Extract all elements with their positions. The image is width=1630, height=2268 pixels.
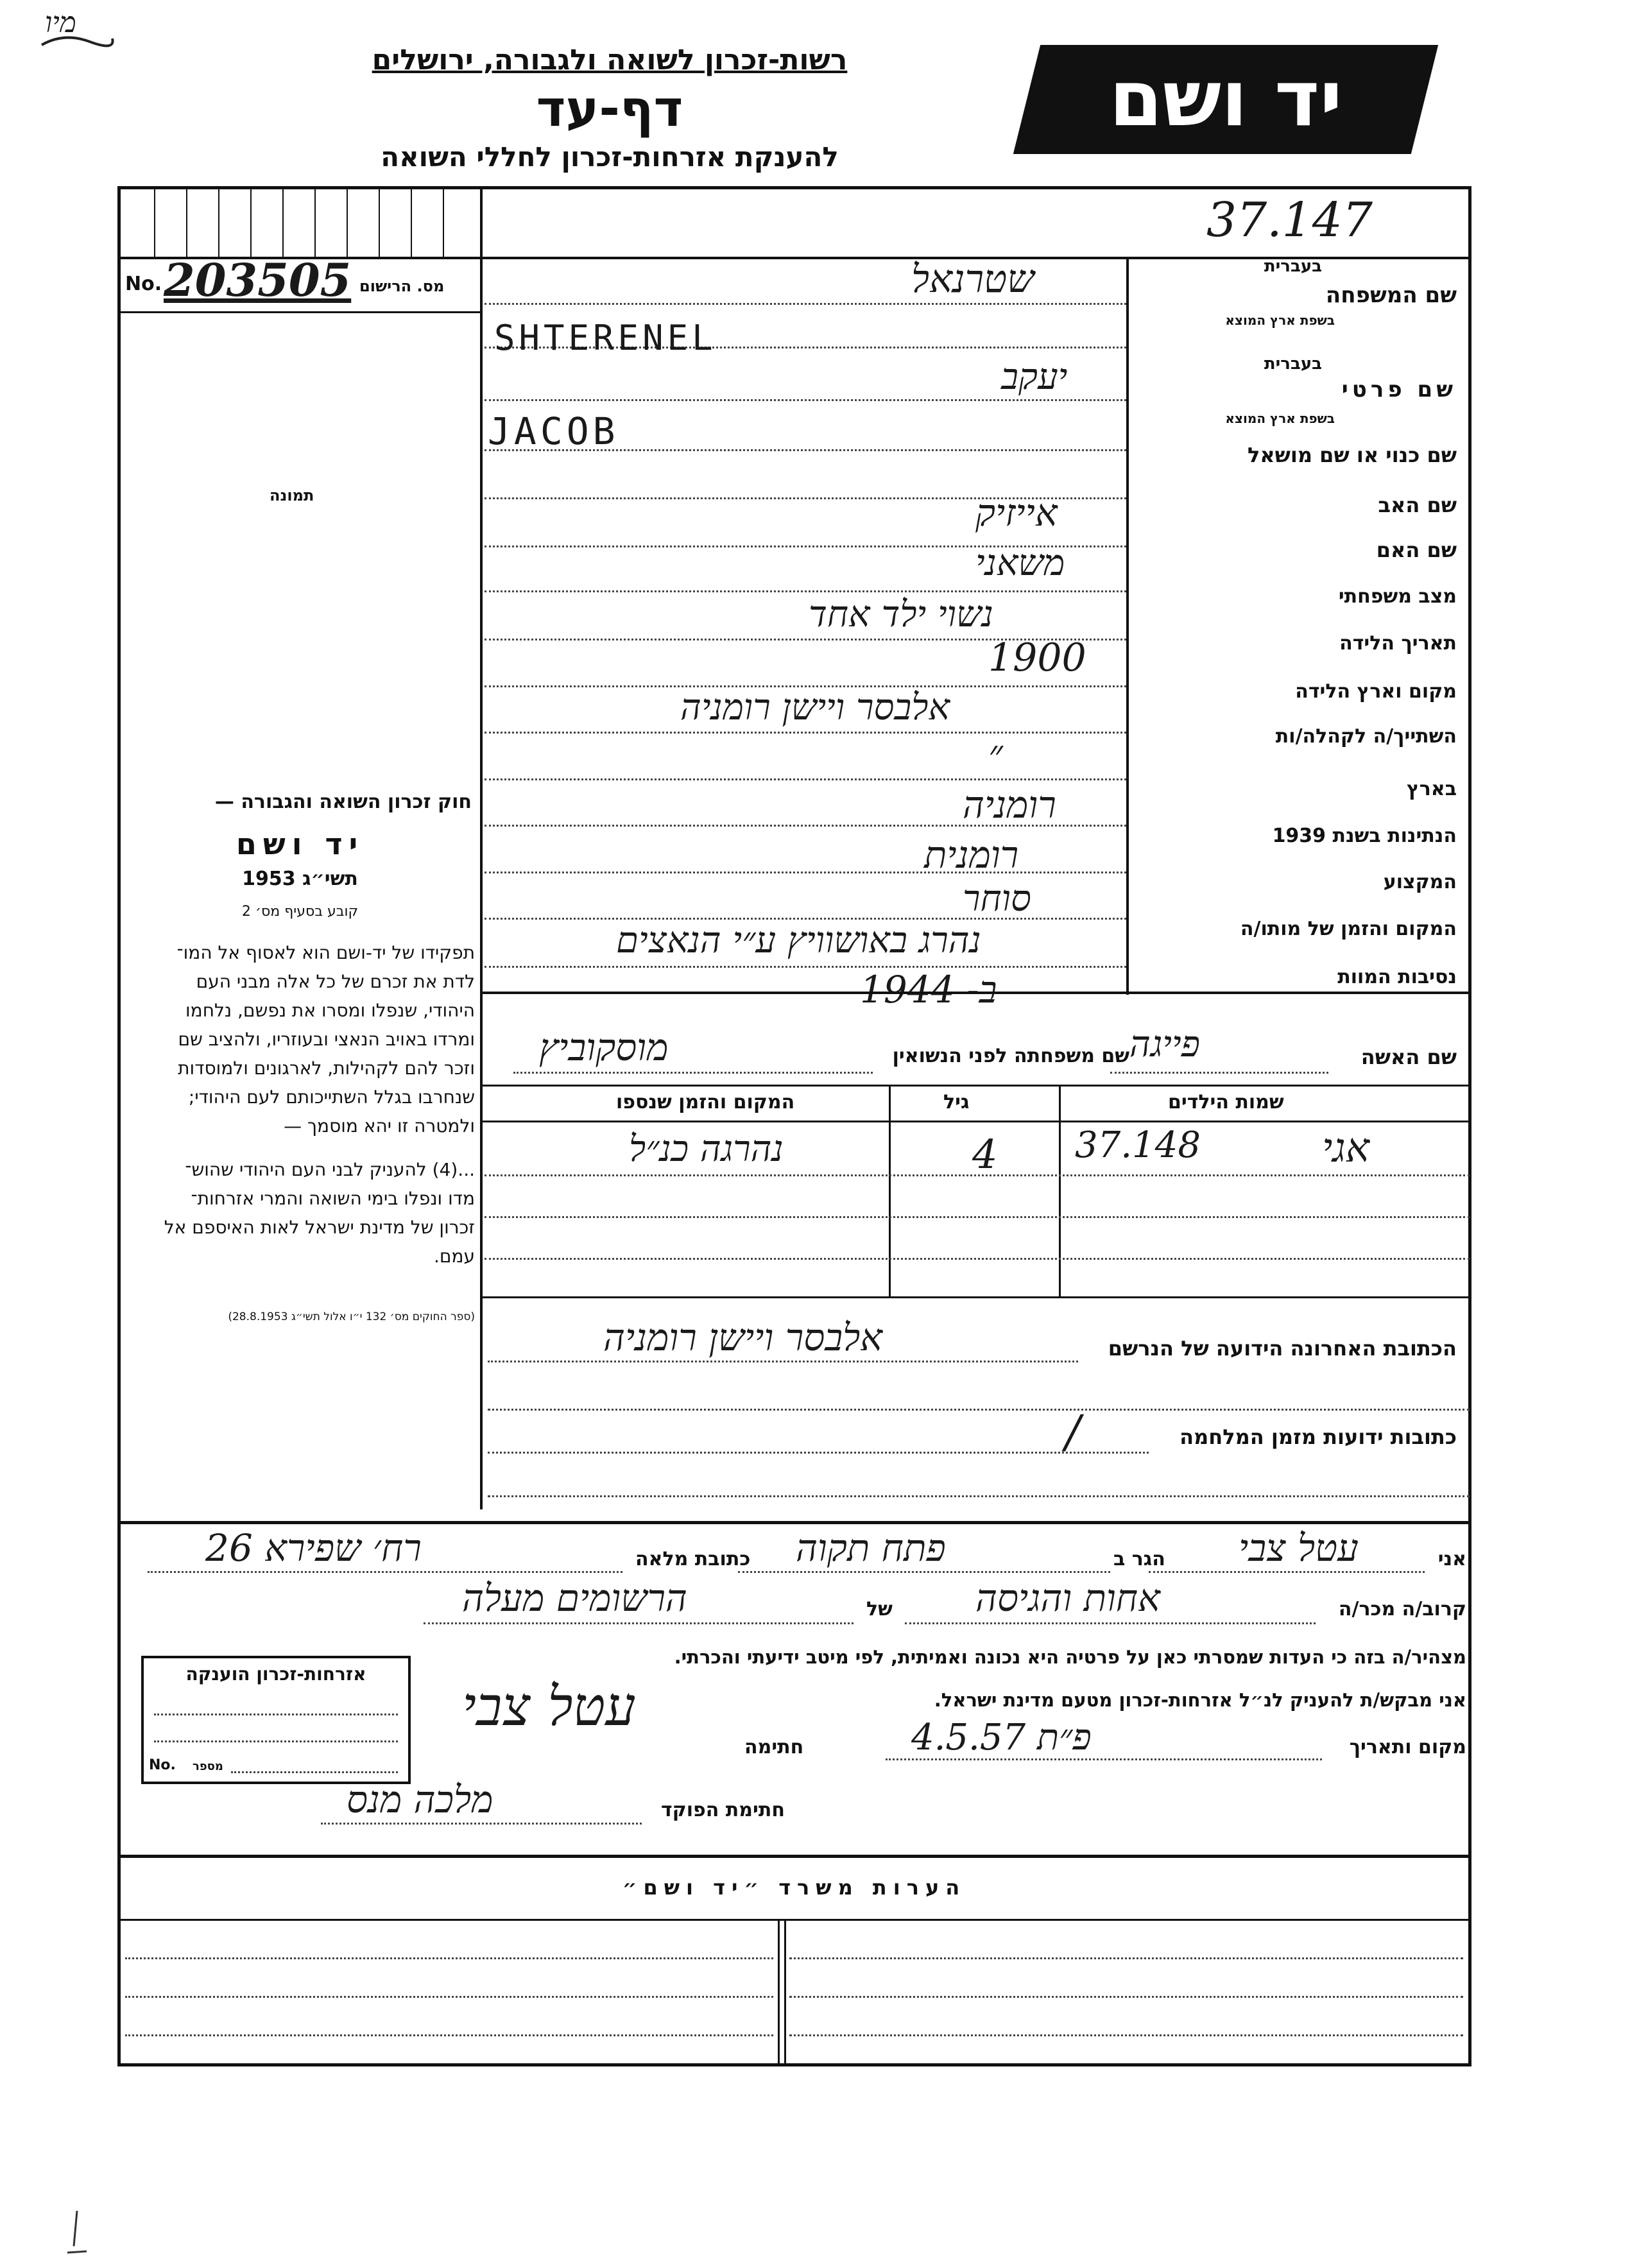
law-clause: קובע בסעיף מס׳ 2: [241, 904, 359, 920]
field-deathplace-label: המקום והזמן של מותו/ה: [1240, 918, 1457, 940]
remarks-divider: [778, 1919, 780, 2066]
marital-status: נשוי ילד אחד: [809, 594, 993, 635]
field-surname-sub1: בעברית: [1264, 257, 1322, 276]
place-date-value: פ״ת 4.5.57: [911, 1717, 1092, 1758]
relative-label: קרוב/ה מכר/ה: [1338, 1598, 1466, 1620]
declaration-text: מצהיר/ה בזה כי העדות שמסרתי כאן על פרטיה היא נכונה ואמיתית, לפי מיטב ידיעתי והכרתי.: [674, 1646, 1466, 1668]
law-heading: חוק זכרון השואה והגבורה —: [214, 791, 472, 813]
country: רומניה: [963, 783, 1056, 827]
field-marital-label: מצב משפחתי: [1338, 585, 1457, 608]
side-divider: [480, 187, 483, 1509]
law-footnote: (ספר החוקים מס׳ 132 י״ו אלול תשי״ג 28.8.1953): [228, 1310, 475, 1323]
officer-signature: מלכה מנס: [347, 1778, 493, 1821]
declarant-name: עטל צבי: [1239, 1526, 1359, 1570]
children-header-place: המקום והזמן שנספו: [616, 1091, 795, 1113]
signature: עטל צבי: [462, 1675, 636, 1738]
header-title: דף-עד: [536, 80, 683, 138]
death-place: נהרג באושוויץ ע״י הנאצים: [616, 920, 981, 961]
field-firstname-sub2: בשפת ארץ המוצא: [1225, 411, 1335, 426]
field-profession-label: המקצוע: [1383, 871, 1457, 893]
label-divider: [1126, 257, 1129, 995]
declarant-i-label: אני: [1437, 1548, 1466, 1570]
field-firstname-sub1: בעברית: [1264, 354, 1322, 374]
field-mother-label: שם האם: [1376, 538, 1457, 562]
of-label: של: [866, 1598, 893, 1620]
declarant-address-value: רח׳ שפירא 26: [205, 1526, 422, 1570]
wife-name: פייגה: [1129, 1024, 1201, 1065]
surname-latin: SHTERENEL: [494, 318, 717, 358]
corner-squiggle: [39, 26, 116, 51]
war-addresses-value: /: [1065, 1405, 1081, 1458]
field-nickname-label: שם כנוי או שם מושאל: [1247, 443, 1457, 467]
of-value: הרשומים מעלה: [462, 1576, 687, 1620]
birth-place: אלבסר ויישן רומניה: [680, 687, 950, 728]
registration-number: 203505: [164, 253, 352, 307]
wife-label: שם האשה: [1360, 1045, 1457, 1069]
children-header-names: שמות הילדים: [1168, 1091, 1284, 1113]
citizenship-num-prefix: No.: [149, 1757, 176, 1773]
child-number: 37.148: [1075, 1124, 1201, 1166]
place-date-label: מקום ותאריך: [1349, 1736, 1466, 1758]
death-circumstance: ב- 1944: [860, 968, 997, 1011]
record-number-top: 37.147: [1206, 193, 1373, 248]
corner-mark: מיו: [45, 6, 76, 39]
children-header-age: גיל: [943, 1091, 970, 1113]
sign-label: חתימה: [744, 1736, 804, 1758]
law-para2: ...(4) להעניק לבני העם היהודי שהוש־ מדו ונפלו בימי השואה והמרי אזרחות־ זכרון של מדינת ישראל לאות האיספם אל עמם.: [164, 1159, 475, 1267]
field-firstname-label: שם פרטי: [1341, 377, 1457, 402]
photo-label: תמונה: [270, 486, 314, 504]
father-name: אייזיק: [975, 491, 1058, 535]
last-address-value: אלבסר ויישן רומניה: [603, 1316, 883, 1359]
citizenship-num-label: מספר: [193, 1760, 223, 1773]
wife-maiden-name: מוסקוביץ: [539, 1026, 669, 1069]
law-name: יד ושם: [236, 827, 365, 861]
officer-label: חתימת הפוקד: [661, 1799, 785, 1821]
field-surname-label: שם המשפחה: [1325, 282, 1457, 308]
wife-maiden-label: שם משפחתה לפני הנשואין: [892, 1045, 1129, 1067]
declarant-lives-value: פתח תקוה: [796, 1526, 946, 1570]
firstname-hebrew: יעקב: [1001, 356, 1068, 398]
war-addresses-label: כתובות ידועות מזמן המלחמה: [1180, 1425, 1457, 1449]
registration-label: מס. הרישום: [359, 277, 445, 295]
citizenship-box-title: אזרחות-זכרון הוענקה: [185, 1663, 366, 1685]
surname-hebrew: שטרנאל: [911, 257, 1034, 302]
citizenship-1939: רומנית: [924, 833, 1019, 877]
header-subtitle: להענקת אזרחות-זכרון לחללי השואה: [381, 141, 839, 173]
child-name: אגי: [1322, 1124, 1369, 1171]
declarant-lives-label: הגר ב: [1113, 1548, 1165, 1570]
birth-date: 1900: [988, 635, 1086, 680]
logo-text: יד ושם: [1109, 55, 1343, 144]
field-community-label: השתייך/ה לקהלה/ות: [1275, 725, 1457, 748]
firstname-latin: JACOB: [488, 409, 619, 453]
child-place: נהרגה כנ״ל: [629, 1128, 784, 1170]
field-citizenship-label: הנתינות בשנת 1939: [1272, 825, 1457, 847]
registration-prefix: No.: [125, 273, 162, 295]
mother-name: משאני: [975, 542, 1065, 584]
field-deathcause-label: נסיבות המוות: [1337, 966, 1457, 988]
request-text: אני מבקש/ת להעניק לנ״ל אזרחות-זכרון מטעם מדינת ישראל.: [934, 1689, 1466, 1711]
last-address-label: הכתובת האחרונה הידועה של הנרשם: [1108, 1336, 1457, 1361]
declarant-address-label: כתובת מלאה: [635, 1548, 751, 1570]
remarks-title: הערות משרד ״יד ושם״: [622, 1875, 966, 1900]
child-age: 4: [972, 1131, 998, 1178]
profession: סוחר: [963, 878, 1031, 920]
law-para1: תפקידו של יד-ושם הוא לאסוף אל המו־ לדת את זכרם של כל אלה מבני העם היהודי, שנפלו ומסרו את נפשם, נלחמו ומרדו באויב הנאצי ובעוזריו, ולהציב שם וזכר להם לקהילות, לארגונים ולמוסדות שנחרבו בגלל השתייכותם לעם היהודי; ולמטרה זו יהא מוסמך —: [176, 942, 475, 1137]
field-country-label: בארץ: [1406, 778, 1457, 800]
field-father-label: שם האב: [1378, 493, 1457, 517]
field-birthdate-label: תאריך הלידה: [1339, 632, 1457, 655]
community: ״: [988, 732, 1003, 777]
relative-value: אחות והגיסה: [975, 1576, 1160, 1620]
field-surname-sub2: בשפת ארץ המוצא: [1225, 313, 1335, 328]
header-org: רשות-זכרון לשואה ולגבורה, ירושלים: [372, 44, 848, 76]
stray-mark: [58, 2208, 96, 2259]
field-birthplace-label: מקום וארץ הלידה: [1295, 680, 1457, 703]
law-year: תשי״ג 1953: [242, 868, 358, 890]
